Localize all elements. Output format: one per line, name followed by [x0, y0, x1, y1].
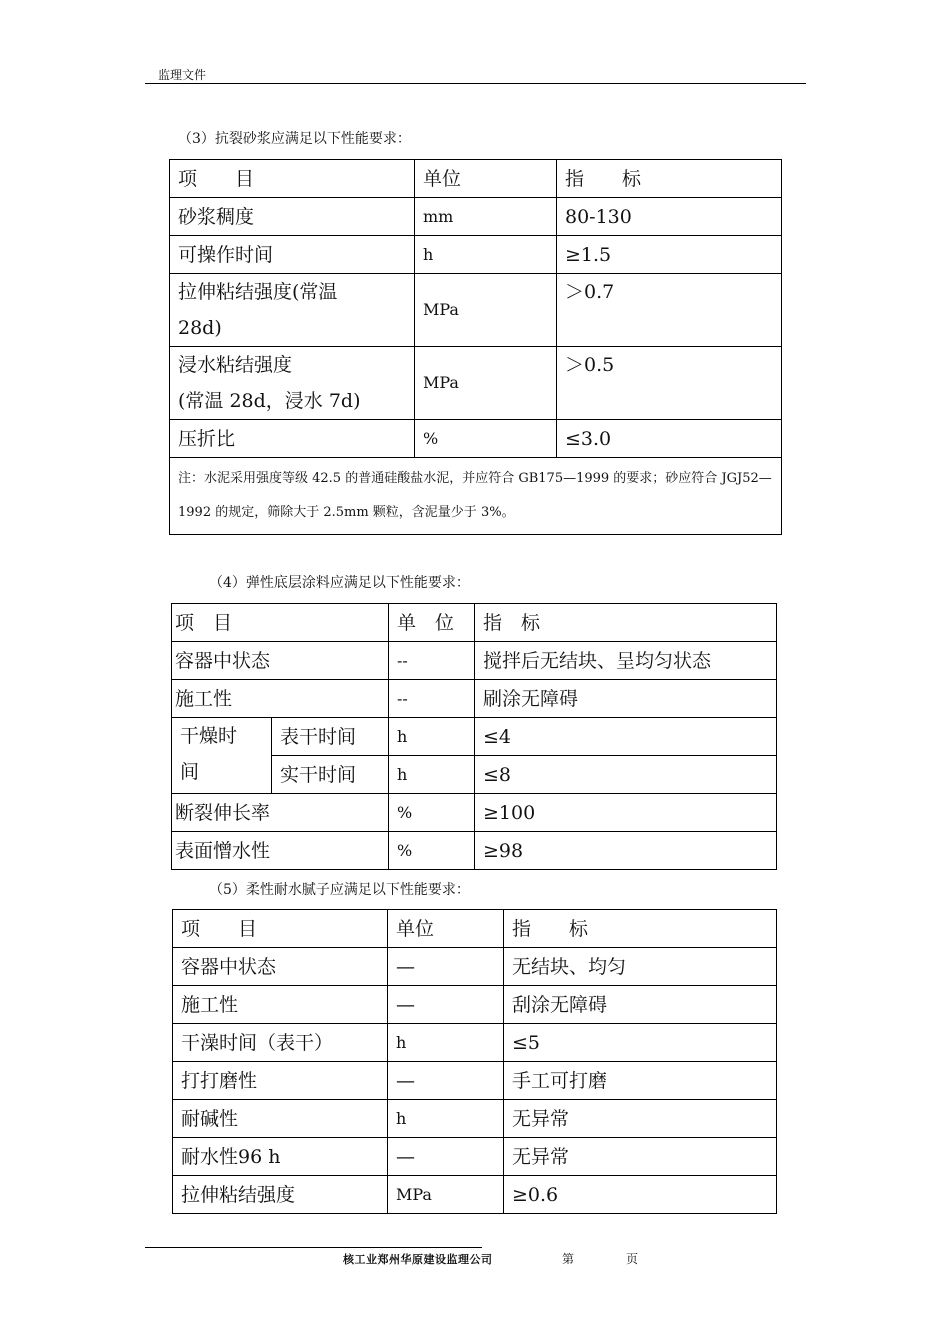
- table-cell: h: [389, 756, 475, 794]
- table-cell: --: [389, 642, 475, 680]
- table-header-cell: 单位: [388, 910, 504, 948]
- table-cell: 刷涂无障碍: [475, 680, 777, 718]
- section3-table: [169, 159, 782, 535]
- table-cell: 压折比: [170, 420, 415, 458]
- table-cell: —: [388, 1138, 504, 1176]
- table-cell: 容器中状态: [172, 642, 389, 680]
- table-header-cell: 项 目: [170, 160, 415, 198]
- footer-page-suffix: 页: [626, 1252, 639, 1266]
- table-cell: MPa: [415, 347, 557, 420]
- table-cell: [170, 274, 415, 347]
- table-cell: h: [388, 1100, 504, 1138]
- section4-caption: （4）弹性底层涂料应满足以下性能要求：: [209, 575, 470, 591]
- table-cell: h: [389, 718, 475, 756]
- table-cell: 实干时间: [272, 756, 389, 794]
- table-cell: 表面憎水性: [172, 832, 389, 870]
- table-header-cell: 单位: [415, 160, 557, 198]
- table-cell: h: [415, 236, 557, 274]
- table-header-cell: 指 标: [504, 910, 777, 948]
- table-cell: %: [389, 794, 475, 832]
- table-cell: ＞0.7: [557, 274, 782, 347]
- footer-company: 核工业郑州华原建设监理公司: [343, 1253, 493, 1266]
- cell-line: 浸水粘结强度: [178, 354, 293, 376]
- table-cell: —: [388, 1062, 504, 1100]
- table-cell: MPa: [415, 274, 557, 347]
- table-cell: 耐碱性: [173, 1100, 388, 1138]
- section5-caption: （5）柔性耐水腻子应满足以下性能要求：: [209, 882, 470, 898]
- table-cell: 砂浆稠度: [170, 198, 415, 236]
- table-cell: 干澡时间（表干）: [173, 1024, 388, 1062]
- table-header-cell: 单 位: [389, 604, 475, 642]
- cell-line: 拉伸粘结强度(常温: [178, 281, 338, 303]
- table-cell: %: [389, 832, 475, 870]
- table-cell: MPa: [388, 1176, 504, 1214]
- table-cell: 施工性: [173, 986, 388, 1024]
- table-cell: mm: [415, 198, 557, 236]
- table-cell: 无异常: [504, 1100, 777, 1138]
- table-cell: --: [389, 680, 475, 718]
- table-cell: ＞0.5: [557, 347, 782, 420]
- cell-line: 28d): [178, 317, 222, 339]
- cell-line: 间: [180, 761, 200, 783]
- section3-caption: （3）抗裂砂浆应满足以下性能要求：: [178, 131, 411, 147]
- table-cell: 可操作时间: [170, 236, 415, 274]
- footer-page-label: 第: [562, 1252, 575, 1266]
- table-cell: 无异常: [504, 1138, 777, 1176]
- table-cell: 手工可打磨: [504, 1062, 777, 1100]
- table-cell: 搅拌后无结块、呈均匀状态: [475, 642, 777, 680]
- footer-divider: [145, 1247, 482, 1248]
- table-cell: 表干时间: [272, 718, 389, 756]
- header-divider: [145, 83, 806, 84]
- table-cell: 拉伸粘结强度: [173, 1176, 388, 1214]
- table-cell: 断裂伸长率: [172, 794, 389, 832]
- table-cell: [172, 718, 272, 794]
- table-cell: ≤4: [475, 718, 777, 756]
- table-cell: %: [415, 420, 557, 458]
- table-cell: h: [388, 1024, 504, 1062]
- table-cell: ≤5: [504, 1024, 777, 1062]
- table-cell: 耐水性96 h: [173, 1138, 388, 1176]
- page-header-title: 监理文件: [158, 68, 207, 82]
- table-cell: ≤3.0: [557, 420, 782, 458]
- section4-table: [171, 603, 777, 870]
- table-cell: ≤8: [475, 756, 777, 794]
- table-cell: ≥98: [475, 832, 777, 870]
- table-cell: —: [388, 986, 504, 1024]
- table-header-cell: 项 目: [172, 604, 389, 642]
- table-cell: 容器中状态: [173, 948, 388, 986]
- table-cell: 打打磨性: [173, 1062, 388, 1100]
- table-note: 注：水泥采用强度等级 42.5 的普通硅酸盐水泥，并应符合 GB175—1999 的要求；砂应符合 JGJ52—1992 的规定，筛除大于 2.5mm 颗粒，含泥量少于 3%。: [170, 458, 782, 535]
- cell-line: (常温 28d，浸水 7d): [178, 390, 361, 412]
- table-cell: ≥1.5: [557, 236, 782, 274]
- table-cell: 刮涂无障碍: [504, 986, 777, 1024]
- table-cell: ≥0.6: [504, 1176, 777, 1214]
- section5-table: [172, 909, 777, 1214]
- table-header-cell: 指 标: [475, 604, 777, 642]
- table-cell: [170, 347, 415, 420]
- table-cell: ≥100: [475, 794, 777, 832]
- table-cell: —: [388, 948, 504, 986]
- table-cell: 80-130: [557, 198, 782, 236]
- table-header-cell: 指 标: [557, 160, 782, 198]
- table-header-cell: 项 目: [173, 910, 388, 948]
- table-cell: 无结块、均匀: [504, 948, 777, 986]
- table-cell: 施工性: [172, 680, 389, 718]
- cell-line: 干燥时: [180, 725, 238, 747]
